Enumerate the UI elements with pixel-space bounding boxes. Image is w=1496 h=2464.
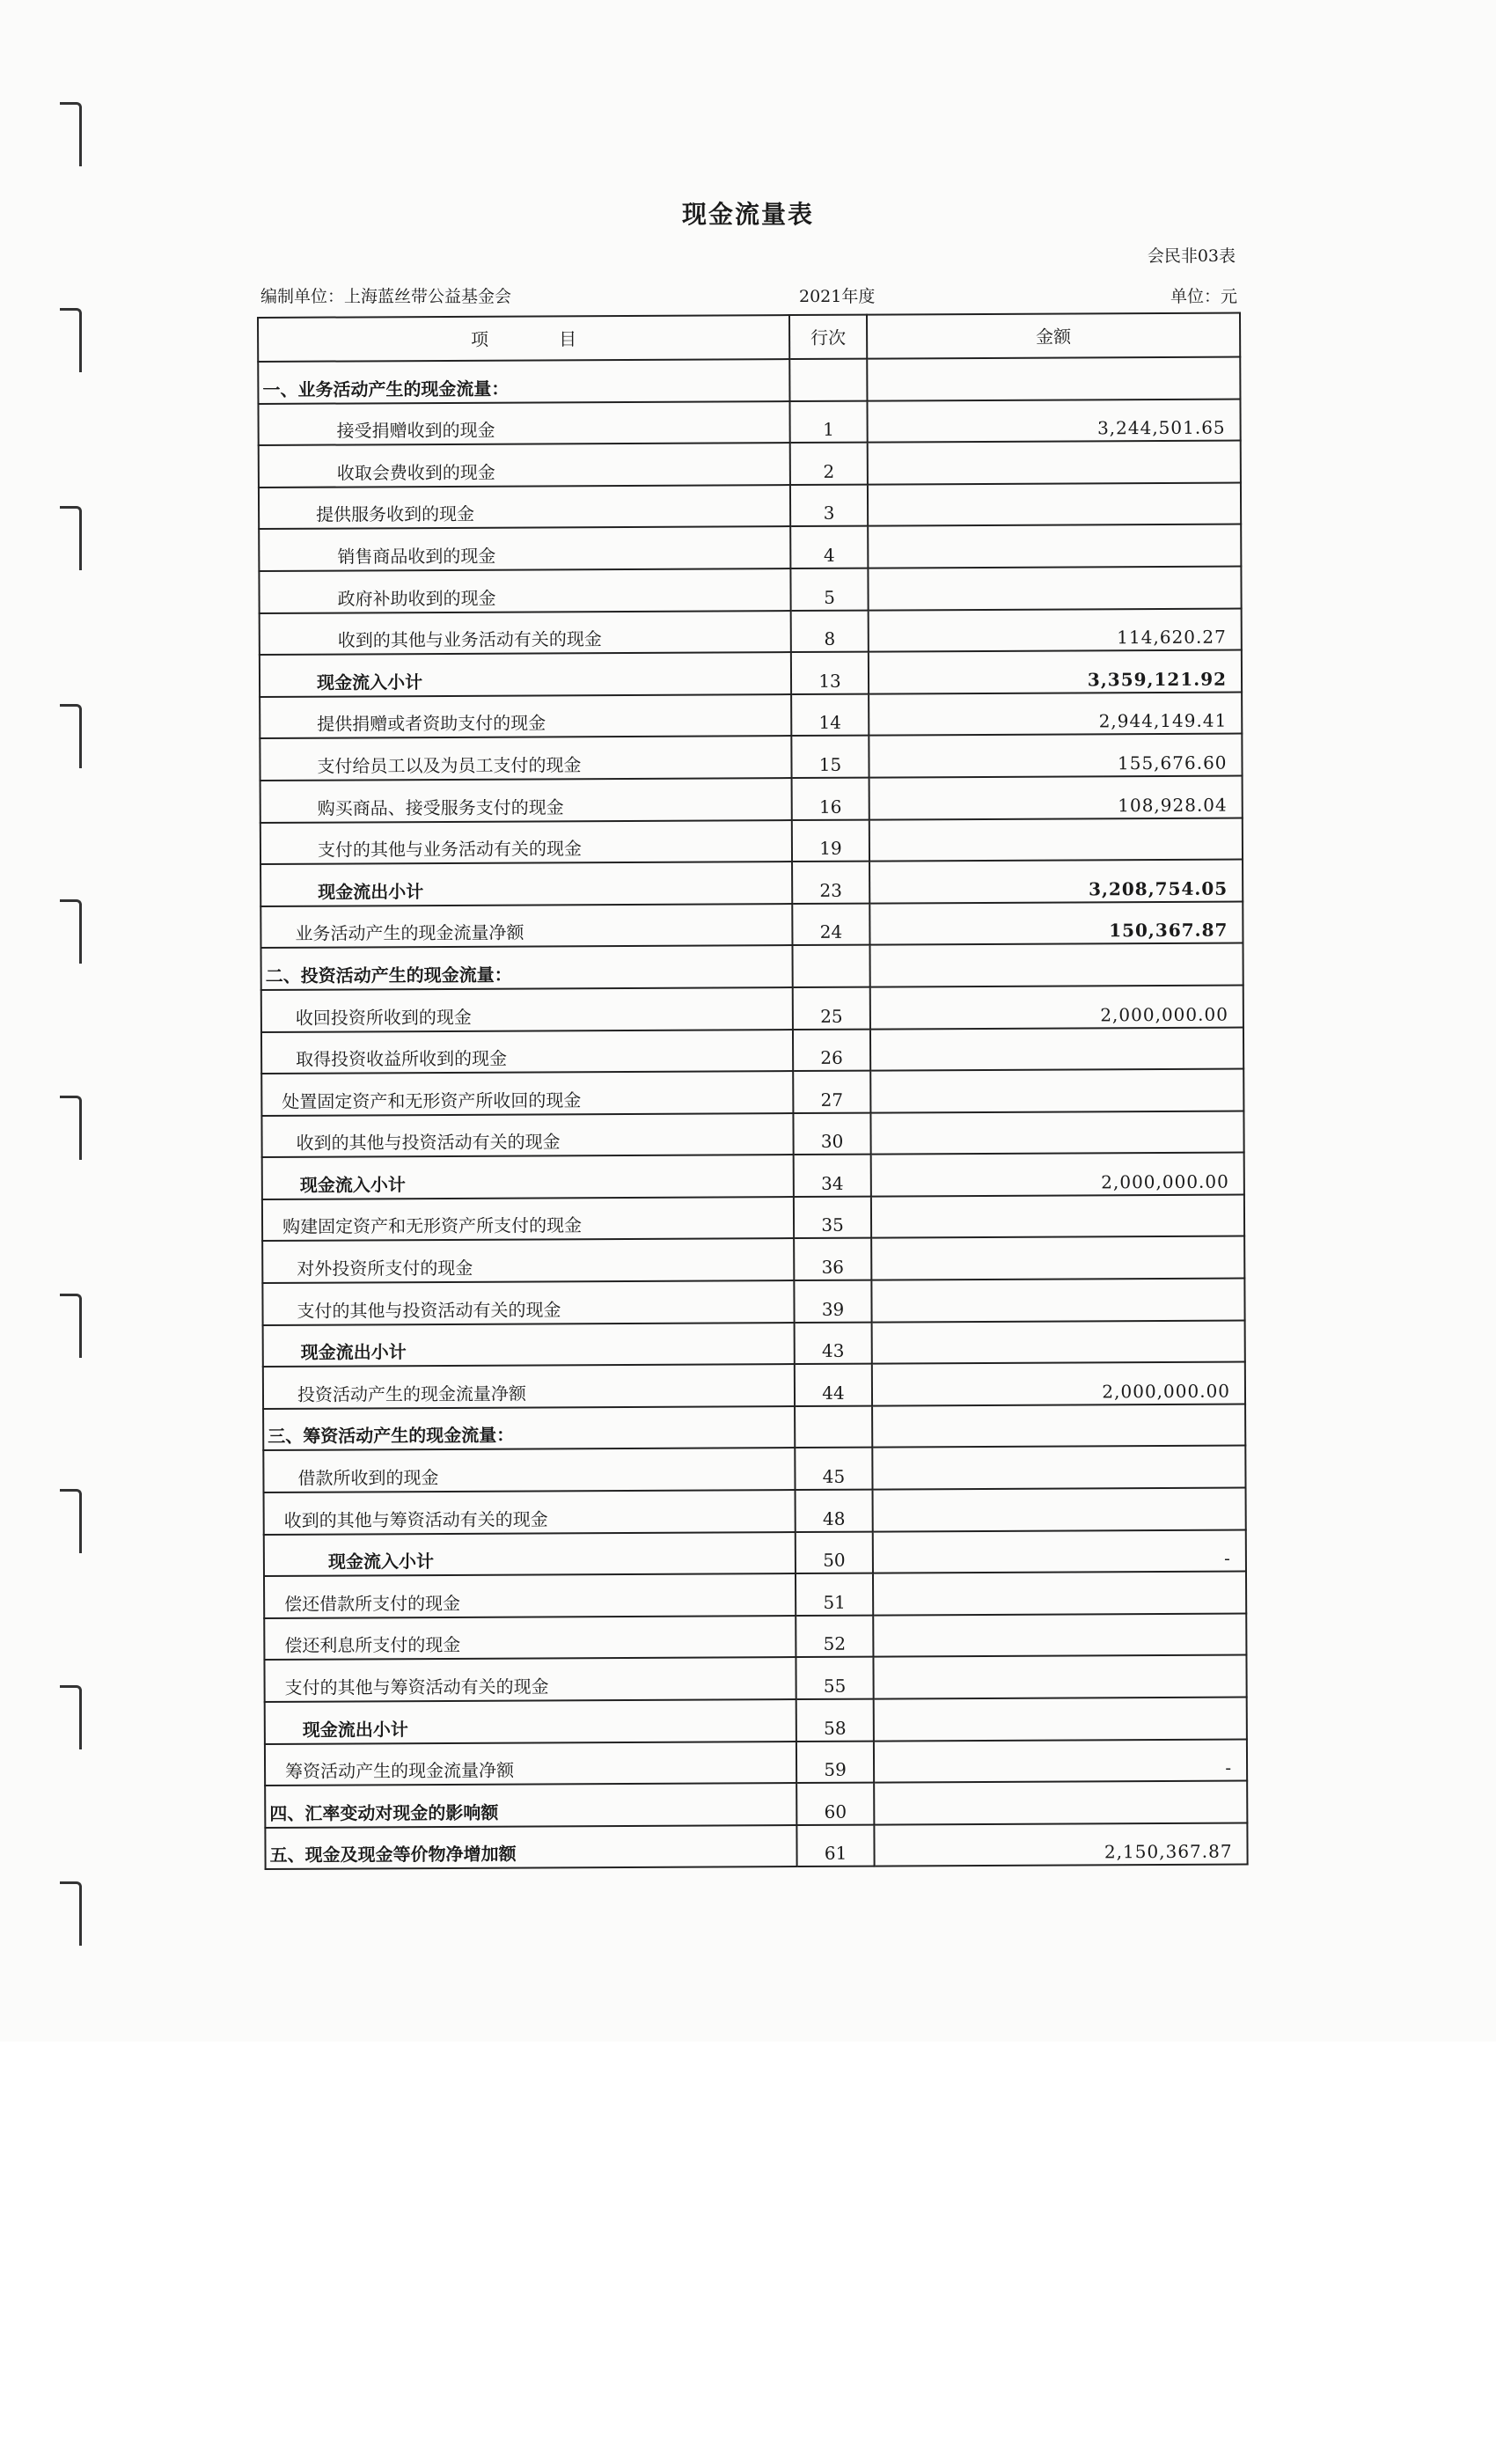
row-item-label: 收到的其他与业务活动有关的现金 xyxy=(337,628,602,651)
row-item-cell xyxy=(261,1030,793,1074)
table-row xyxy=(259,567,1241,613)
row-item-cell xyxy=(264,1616,796,1661)
row-item-label: 现金流入小计 xyxy=(299,1174,406,1196)
row-item-cell xyxy=(259,443,790,488)
binder-hole-mark xyxy=(60,506,82,570)
row-item-cell xyxy=(261,1071,793,1116)
row-amount xyxy=(873,1655,1246,1699)
row-item-label: 收到的其他与筹资活动有关的现金 xyxy=(283,1508,548,1531)
row-item-cell xyxy=(260,778,792,823)
binder-hole-mark xyxy=(60,1294,82,1358)
row-amount xyxy=(872,1446,1245,1490)
row-item-label: 接受捐赠收到的现金 xyxy=(336,419,495,442)
row-line-no: 23 xyxy=(792,862,869,904)
row-line-no xyxy=(795,1405,872,1448)
row-line-no: 43 xyxy=(795,1322,872,1364)
row-item-label: 偿还利息所支付的现金 xyxy=(284,1634,461,1657)
row-line-no: 61 xyxy=(796,1824,874,1866)
row-item-label: 三、筹资活动产生的现金流量： xyxy=(268,1425,515,1448)
row-amount xyxy=(869,818,1243,862)
row-line-no: 36 xyxy=(794,1238,871,1280)
row-item-cell xyxy=(264,1657,796,1702)
row-item-label: 提供服务收到的现金 xyxy=(316,503,475,526)
row-item-cell xyxy=(264,1490,796,1535)
row-item-cell xyxy=(263,1323,795,1368)
row-line-no: 27 xyxy=(793,1071,870,1113)
row-line-no: 34 xyxy=(794,1155,871,1197)
row-item-label: 一、业务活动产生的现金流量： xyxy=(262,378,510,400)
table-row xyxy=(260,860,1243,906)
row-line-no: 59 xyxy=(796,1741,874,1783)
currency-unit: 单位：元 xyxy=(1170,287,1237,306)
row-line-no: 8 xyxy=(791,610,869,652)
row-line-no: 44 xyxy=(795,1364,872,1406)
row-item-label: 提供捐赠或者资助支付的现金 xyxy=(317,712,546,736)
row-line-no: 13 xyxy=(791,652,869,694)
row-item-cell xyxy=(260,694,791,739)
table-row xyxy=(260,734,1242,781)
row-item-label: 收到的其他与投资活动有关的现金 xyxy=(296,1131,561,1155)
row-item-label: 筹资活动产生的现金流量净额 xyxy=(285,1759,515,1783)
row-item-label: 取得投资收益所收到的现金 xyxy=(296,1047,508,1070)
row-item-cell xyxy=(265,1825,796,1870)
row-amount xyxy=(872,1320,1245,1364)
row-amount xyxy=(873,1613,1246,1657)
row-amount xyxy=(869,943,1243,987)
row-amount xyxy=(868,567,1241,611)
header-amount: 金额 xyxy=(867,313,1240,359)
row-item-label: 现金流入小计 xyxy=(316,671,423,693)
row-item-cell xyxy=(263,1448,795,1492)
table-row xyxy=(262,1236,1244,1283)
table-row xyxy=(259,524,1241,571)
binder-hole-mark xyxy=(60,102,82,166)
row-line-no: 48 xyxy=(796,1490,873,1532)
binder-hole-mark xyxy=(60,1881,82,1946)
row-item-cell xyxy=(260,862,792,906)
row-line-no: 39 xyxy=(794,1280,871,1323)
table-row xyxy=(258,357,1240,404)
row-item-cell xyxy=(263,1364,795,1409)
table-row xyxy=(261,943,1243,990)
row-item-cell xyxy=(260,904,792,949)
row-amount: 2,000,000.00 xyxy=(872,1362,1245,1406)
row-item-cell xyxy=(260,820,792,865)
row-item-label: 投资活动产生的现金流量净额 xyxy=(297,1382,527,1405)
row-amount xyxy=(874,1698,1247,1742)
row-amount: 2,944,149.41 xyxy=(869,692,1242,736)
row-amount xyxy=(873,1488,1246,1532)
row-item-cell xyxy=(264,1532,796,1577)
row-item-cell xyxy=(261,945,793,990)
row-amount: - xyxy=(873,1529,1246,1573)
table-row xyxy=(265,1781,1247,1828)
row-amount: 114,620.27 xyxy=(869,608,1242,652)
row-amount xyxy=(874,1781,1247,1825)
row-item-cell xyxy=(261,1113,793,1158)
form-code: 会民非03表 xyxy=(1147,246,1236,266)
row-item-label: 支付的其他与投资活动有关的现金 xyxy=(297,1298,561,1322)
row-line-no: 2 xyxy=(790,443,868,485)
header-line-no: 行次 xyxy=(789,315,867,359)
row-line-no: 4 xyxy=(790,526,868,568)
row-item-cell xyxy=(261,987,793,1032)
row-line-no: 60 xyxy=(796,1783,874,1825)
row-amount: 3,244,501.65 xyxy=(867,399,1240,443)
row-line-no xyxy=(789,359,867,401)
row-amount xyxy=(868,482,1241,526)
row-item-cell xyxy=(259,485,790,530)
row-item-label: 支付的其他与业务活动有关的现金 xyxy=(317,838,583,861)
row-line-no: 35 xyxy=(794,1196,871,1238)
row-item-cell xyxy=(265,1742,796,1786)
binder-hole-mark xyxy=(60,704,82,768)
table-row xyxy=(260,775,1243,822)
row-amount xyxy=(872,1404,1245,1448)
binder-hole-mark xyxy=(60,308,82,372)
table-row xyxy=(262,1194,1244,1241)
row-amount: 3,359,121.92 xyxy=(869,650,1242,694)
table-row xyxy=(264,1488,1246,1535)
row-line-no: 55 xyxy=(796,1657,873,1699)
row-item-label: 借款所收到的现金 xyxy=(297,1467,439,1489)
row-item-label: 销售商品收到的现金 xyxy=(337,545,496,568)
row-item-cell xyxy=(265,1783,796,1828)
row-item-cell xyxy=(260,736,791,781)
table-row xyxy=(265,1739,1247,1786)
row-line-no: 14 xyxy=(791,693,869,736)
row-amount: 2,150,367.87 xyxy=(874,1822,1247,1866)
row-line-no: 52 xyxy=(796,1615,873,1657)
row-item-label: 对外投资所支付的现金 xyxy=(297,1257,473,1280)
table-row xyxy=(263,1320,1245,1367)
row-line-no: 25 xyxy=(793,987,870,1030)
row-amount xyxy=(871,1279,1244,1323)
row-line-no: 51 xyxy=(796,1573,873,1616)
row-line-no: 1 xyxy=(789,400,867,443)
row-item-cell xyxy=(262,1238,794,1283)
row-amount xyxy=(867,357,1240,401)
row-line-no: 5 xyxy=(790,568,868,611)
table-row xyxy=(261,1069,1243,1116)
row-amount xyxy=(871,1236,1244,1280)
row-item-label: 业务活动产生的现金流量净额 xyxy=(295,921,524,945)
organization-label: 编制单位：上海蓝丝带公益基金会 xyxy=(260,287,512,306)
table-row xyxy=(262,1279,1244,1325)
row-item-label: 处置固定资产和无形资产所收回的现金 xyxy=(282,1089,582,1112)
row-item-label: 二、投资活动产生的现金流量： xyxy=(265,964,512,986)
row-item-cell xyxy=(263,1406,795,1451)
row-line-no: 19 xyxy=(792,819,869,862)
row-item-cell xyxy=(262,1197,794,1242)
row-amount xyxy=(871,1194,1244,1238)
table-row xyxy=(260,692,1242,738)
row-item-label: 五、现金及现金等价物净增加额 xyxy=(269,1843,517,1866)
table-row xyxy=(264,1529,1246,1576)
row-amount xyxy=(870,1069,1243,1113)
table-row xyxy=(260,650,1242,697)
row-amount: 2,000,000.00 xyxy=(870,985,1243,1029)
row-line-no xyxy=(792,945,869,987)
row-item-cell xyxy=(258,401,789,446)
row-item-label: 政府补助收到的现金 xyxy=(337,587,496,610)
binder-hole-mark xyxy=(60,1685,82,1749)
binder-hole-mark xyxy=(60,1489,82,1553)
row-item-cell xyxy=(265,1699,796,1744)
table-row xyxy=(263,1446,1245,1492)
table-header-row xyxy=(258,313,1240,362)
table-row xyxy=(260,608,1242,655)
row-amount: 150,367.87 xyxy=(869,901,1243,945)
binder-hole-mark xyxy=(60,1096,82,1160)
table-row xyxy=(261,1027,1243,1074)
row-item-label: 收回投资所收到的现金 xyxy=(295,1006,472,1029)
table-row xyxy=(265,1822,1247,1869)
table-row xyxy=(263,1362,1245,1409)
row-amount xyxy=(873,1572,1246,1616)
row-line-no: 30 xyxy=(793,1112,870,1155)
row-item-label: 收取会费收到的现金 xyxy=(336,461,495,484)
row-item-label: 现金流出小计 xyxy=(318,880,424,903)
table-row xyxy=(261,1111,1243,1157)
row-line-no: 15 xyxy=(791,736,869,778)
table-row xyxy=(264,1613,1246,1660)
table-row xyxy=(259,482,1241,529)
row-item-cell xyxy=(260,652,791,697)
row-amount: 3,208,754.05 xyxy=(869,860,1243,904)
row-item-label: 现金流出小计 xyxy=(300,1341,407,1364)
row-amount xyxy=(870,1111,1243,1155)
row-line-no: 24 xyxy=(792,903,869,945)
row-item-cell xyxy=(260,611,791,656)
row-item-label: 支付给员工以及为员工支付的现金 xyxy=(317,754,582,777)
header-item: 项 目 xyxy=(258,315,789,362)
table-row xyxy=(258,399,1240,445)
table-row xyxy=(264,1655,1246,1702)
row-line-no: 58 xyxy=(796,1699,874,1742)
table-row xyxy=(261,985,1243,1031)
row-line-no: 26 xyxy=(793,1029,870,1071)
row-item-label: 购建固定资产和无形资产所支付的现金 xyxy=(282,1214,583,1238)
table-row xyxy=(260,818,1243,864)
page-title: 现金流量表 xyxy=(681,200,814,229)
row-line-no: 50 xyxy=(796,1531,873,1573)
row-item-label: 现金流出小计 xyxy=(302,1718,408,1741)
row-amount: 155,676.60 xyxy=(869,734,1242,778)
row-item-cell xyxy=(264,1573,796,1618)
table-row xyxy=(265,1698,1247,1744)
row-item-cell xyxy=(258,359,789,404)
binder-hole-mark xyxy=(60,899,82,964)
row-amount xyxy=(868,441,1241,485)
row-item-cell xyxy=(259,526,790,571)
table-row xyxy=(262,1153,1244,1199)
row-item-label: 偿还借款所支付的现金 xyxy=(284,1592,461,1615)
table-row xyxy=(263,1404,1245,1450)
row-item-label: 四、汇率变动对现金的影响额 xyxy=(269,1801,499,1824)
table-row xyxy=(260,901,1243,948)
row-line-no: 16 xyxy=(792,778,869,820)
table-row xyxy=(259,441,1241,488)
row-item-cell xyxy=(262,1155,794,1199)
row-amount: 2,000,000.00 xyxy=(871,1153,1244,1197)
row-item-cell xyxy=(259,568,790,613)
row-amount: - xyxy=(874,1739,1247,1783)
row-amount: 108,928.04 xyxy=(869,775,1243,819)
row-item-cell xyxy=(262,1280,794,1325)
report-meta xyxy=(260,283,1237,310)
row-line-no: 3 xyxy=(790,484,868,526)
table-row xyxy=(264,1572,1246,1618)
row-item-label: 购买商品、接受服务支付的现金 xyxy=(317,796,564,819)
cash-flow-table xyxy=(257,312,1249,1871)
row-amount xyxy=(868,524,1241,568)
row-item-label: 支付的其他与筹资活动有关的现金 xyxy=(284,1676,549,1698)
report-year: 2021年度 xyxy=(799,287,876,306)
row-amount xyxy=(870,1027,1243,1071)
row-item-label: 现金流入小计 xyxy=(327,1551,434,1573)
row-line-no: 45 xyxy=(795,1448,872,1490)
